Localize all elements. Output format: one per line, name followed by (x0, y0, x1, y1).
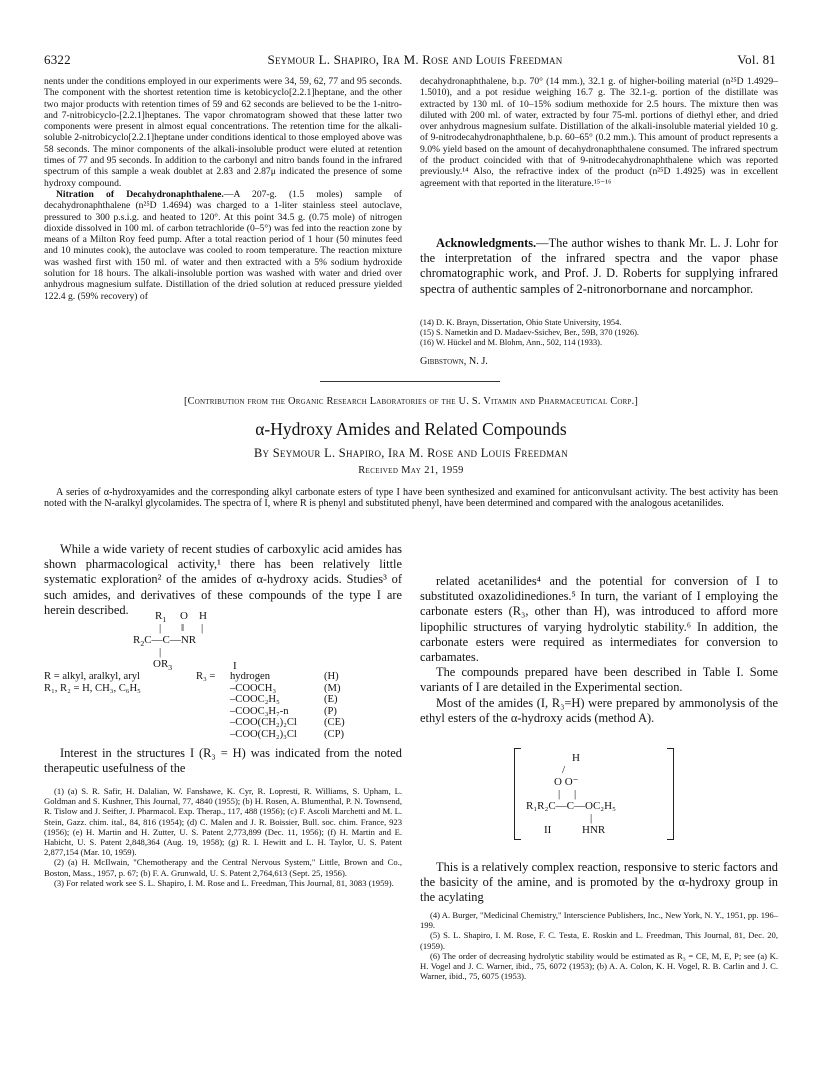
article-right-column (420, 574, 778, 726)
legend-group: –COO(CH₂)₂Cl (230, 717, 297, 729)
structure-bond: | | (558, 788, 577, 800)
paragraph: The compounds prepared have been described in Table I. Some variants of I are detailed in the Experimental section. (420, 665, 778, 695)
paragraph-body: —A 207-g. (1.5 moles) sample of decahydronaphthalene (n²⁵D 1.4694) was charged to a 1-liter stainless steel autoclave, pressured to 300 p.s.i.g. and heated to 120°. At this point 34.5 g. (0.75 mole) of nitrogen dioxide dissolved in 100 ml. of carbon tetrachloride (0–5°) was fed into the reaction zone by means of a Milton Roy feed pump. After a total reaction period of 1 hour (50 minutes feed and 10 minutes cook), the autoclave was cooled to room temperature. The reaction mixture was washed first with 150 ml. of water and then extracted with a 5% sodium hydroxide solution for 18 hours. The alkali-insoluble portion was washed with water and dried over anhydrous magnesium sulfate. Distillation of the dried solution at reduced pressure yielded 122.4 g. (59% recovery) of (44, 188, 403, 302)
running-title: Seymour L. Shapiro, Ira M. Rose and Louis Freedman (267, 52, 563, 67)
footnote: (1) (a) S. R. Safir, H. Dalalian, W. Fanshawe, K. Cyr, R. Lopresti, R. Williams, S. Upham, L. Goldman and S. Kushner, This Journal, 77, 4840 (1955); (b) H. Rosen, A. Blumenthal, P. N. Townsend, R. Tislow and J. Seifter, J. Pharmacol. Exp. Therap., 117, 488 (1956); (c) F. Ascoli Marchetti and M. L. Stein, Gazz. chim. ital., 84, 816 (1954); (d) C. Malen and J. R. Boissier, Bull. soc. chim. France, 923 (1956); (e) H. Martin and H. Zutter, U. S. Patent 2,773,899 (Dec. 11, 1956); (f) H. Martin and E. Habicht, U. S. Patent 2,848,364 (Aug. 19, 1958); (g) R. I. Hewitt and L. H. Taylor, U. S. Patent 2,877,154 (Mar. 10, 1959). (44, 786, 402, 858)
structure-label: I (233, 660, 237, 672)
legend-code: (E) (324, 694, 338, 706)
legend-code: (M) (324, 682, 341, 694)
footnote: (3) For related work see S. L. Shapiro, I. M. Rose and L. Freedman, This Journal, 81, 3083 (1959). (54, 877, 394, 888)
legend-group: –COOC₃H₇-n (230, 705, 289, 717)
structure-bond: | (590, 812, 593, 824)
legend-code: (CP) (324, 728, 345, 740)
bracket-right (667, 748, 674, 840)
structure-atom: R₁R₂C—C—OC₂H₅ (526, 800, 616, 812)
article-left-intro (44, 542, 402, 618)
paragraph (44, 189, 402, 302)
paragraph: nents under the conditions employed in our experiments were 34, 59, 62, 77 and 95 seconds. The component with the shortest retention time is ketobicyclo[2.2.1]heptane, and the other two major products with retention times of 59 and 62 seconds are believed to be the 1-nitro- and 7-nitrobicyclo-[2.2.1]heptanes. The vapor chromatogram showed that these latter two components were present in almost equal concentrations. The retention time for the alkali-soluble 2-nitrobicyclo[2.2.1]heptane under conditions identical to those employed above was 58 seconds. The minor components of the alkali-insoluble product were eluted at retention times of 77 and 95 seconds. In addition to the carbonyl and nitro bands found in the infrared spectrum of this sample a weak doublet at 2.83 and 2.87μ indicated the presence of some hydroxy compound. (44, 76, 402, 189)
legend-group: hydrogen (230, 671, 271, 682)
references-list (420, 318, 778, 349)
divider (320, 381, 500, 382)
paragraph: This is a relatively complex reaction, responsive to steric factors and the basicity of the amine, and is promoted by the α-hydroxy group in the acylating (420, 860, 778, 905)
footnotes-right (420, 910, 778, 981)
structure-atom: H (572, 752, 580, 764)
structure-atom: H (199, 610, 207, 622)
structure-atom: $R_2C—C—NR$ (133, 634, 197, 649)
legend-code: (H) (324, 671, 339, 682)
footnote: (2) (a) H. McIlwain, "Chemotherapy and the Central Nervous System," Little, Brown and Co., Boston, Mass., 1957, p. 67; (b) F. A. Grunwald, U. S. Patent 2,764,613 (Sept. 25, 1956). (44, 857, 402, 878)
paragraph: Most of the amides (I, R₃=H) were prepared by ammonolysis of the ethyl esters of the α-hydroxy acids (method A). (420, 695, 778, 725)
section-heading: Nitration of Decahydronaphthalene. (56, 188, 224, 200)
location: Gibbstown, N. J. (420, 356, 488, 367)
footnotes-left (44, 786, 402, 888)
structure-bond: | (201, 622, 204, 634)
legend-r12-definition: R₁, R₂ = H, CH₃, C₆H₅ (44, 682, 141, 694)
volume-label: Vol. 81 (737, 52, 776, 67)
paragraph: decahydronaphthalene, b.p. 70° (14 mm.), 32.1 g. of higher-boiling material (n²⁵D 1.4929–1.5010), and a pot residue weighing 16.7 g. The 32.1-g. portion of the distillate was extracted by 130 ml. of 10–15% sodium methoxide for 2.5 hours. The mixture then was diluted with 200 ml. of water, extracted by four 75-ml. portions of diethyl ether, and dried over anhydrous magnesium sulfate. Distillation of the alkali-insoluble material yielded 10 g. of 9-nitrodecahydronaphthalene, b.p. 60–65° (0.2 mm.). This amount of product represents a 9.0% yield based on the amount of decahydronaphthalene consumed. The infrared spectrum of the product coincided with that of 9-nitrodecahydronaphthalene which was reported previously.¹⁴ Also, the refractive index of the product (n²⁵D 1.4925) was in excellent agreement with that reported in the literature.¹⁵⁻¹⁶ (420, 76, 778, 189)
article-title: α-Hydroxy Amides and Related Compounds (255, 419, 567, 439)
legend-group: –COOC₂H₅ (230, 694, 280, 706)
reference-item: (14) D. K. Brayn, Dissertation, Ohio State University, 1954. (420, 318, 622, 327)
structure-ii (514, 748, 674, 840)
previous-article-right-column (420, 76, 778, 189)
article-left-interest (44, 746, 402, 776)
structure-bond: / (562, 764, 566, 776)
acknowledgments-heading: Acknowledgments. (436, 236, 537, 250)
article-authors: By Seymour L. Shapiro, Ira M. Rose and Louis Freedman (253, 446, 569, 460)
legend-group: –COOCH₃ (230, 682, 277, 694)
paragraph: Interest in the structures I (R₃ = H) was indicated from the noted therapeutic usefulness of the (44, 746, 402, 776)
paragraph: While a wide variety of recent studies of carboxylic acid amides has shown pharmacological activity,¹ there has been relatively little systematic exploration² of the amides of α-hydroxy acids. Studies³ of such amides, and derivatives of these compounds of the type I are herein described. (44, 542, 402, 617)
legend-group: –COO(CH₂)₃Cl (230, 728, 297, 740)
structure-atom: $R_1$ (155, 610, 167, 625)
structure-bond: | (159, 646, 162, 658)
legend-code: (P) (324, 705, 337, 717)
acknowledgments-text: —The author wishes to thank Mr. L. J. Lohr for the interpretation of the infrared spectra and the vapor phase chromatographic work, and Prof. J. D. Roberts for supplying infrared spectra of authentic samples of 2-nitronorbornane and norcamphor. (420, 236, 778, 296)
structure-atom: O (180, 610, 188, 622)
substituent-legend (44, 671, 402, 741)
page-number: 6322 (44, 52, 71, 67)
footnote: (4) A. Burger, "Medicinal Chemistry," Interscience Publishers, Inc., New York, N. Y., 1951, pp. 196–199. (420, 910, 778, 931)
reference-item: (16) W. Hückel and M. Blohm, Ann., 502, 114 (1933). (420, 338, 603, 348)
structure-i (133, 610, 273, 680)
structure-bond: | (159, 622, 162, 634)
abstract: A series of α-hydroxyamides and the corresponding alkyl carbonate esters of type I have been synthesized and examined for anticonvulsant activity. The best activity has been noted with the N-aralkyl glycolamides. The spectra of I, where R is phenyl and substituted phenyl, have been determined and compared with the analogous acetanilides. (44, 487, 778, 510)
footnote: (6) The order of decreasing hydrolytic stability would be estimated as R₃ = CE, M, E, P; see (a) K. H. Vogel and J. C. Warner, ibid., 75, 6072 (1953); (b) A. A. Colon, K. H. Vogel, R. B. Carlin and J. C. Warner, ibid., 75, 6075 (1953). (420, 950, 778, 982)
reference-item: (15) S. Nametkin and D. Madaev-Ssichev, Ber., 59B, 370 (1926). (420, 328, 640, 338)
bracket-left (514, 748, 521, 840)
legend-code: (CE) (324, 717, 345, 729)
structure-atom: $OR_3$ (153, 658, 173, 673)
legend-r3-label: R₃ = (196, 671, 216, 682)
received-date: Received May 21, 1959 (358, 465, 464, 476)
legend-r-definition: R = alkyl, aralkyl, aryl (44, 671, 140, 682)
structure-atom: HNR (582, 824, 606, 836)
acknowledgments (420, 236, 778, 297)
footnote: (5) S. L. Shapiro, I. M. Rose, F. C. Testa, E. Roskin and L. Freedman, This Journal, 81, Dec. 20, (1959). (420, 930, 778, 951)
article-right-continued (420, 860, 778, 906)
paragraph: related acetanilides⁴ and the potential for conversion of I to substituted oxazolidinediones.⁵ In turn, the variant of I employing the carbonate esters (R₃, other than H), was introduced to afford more lipophilic structures of varying hydrolytic stability.⁶ In addition, the carbonate esters were required as intermediates for conversion to carbamates. (420, 574, 778, 665)
previous-article-left-column (44, 76, 402, 302)
structure-atom: O O⁻ (554, 776, 579, 788)
contribution-line: [Contribution from the Organic Research Laboratories of the U. S. Vitamin and Pharmaceutical Corp.] (183, 396, 639, 407)
structure-label: II (544, 824, 552, 836)
structure-bond: ‖ (181, 622, 185, 634)
